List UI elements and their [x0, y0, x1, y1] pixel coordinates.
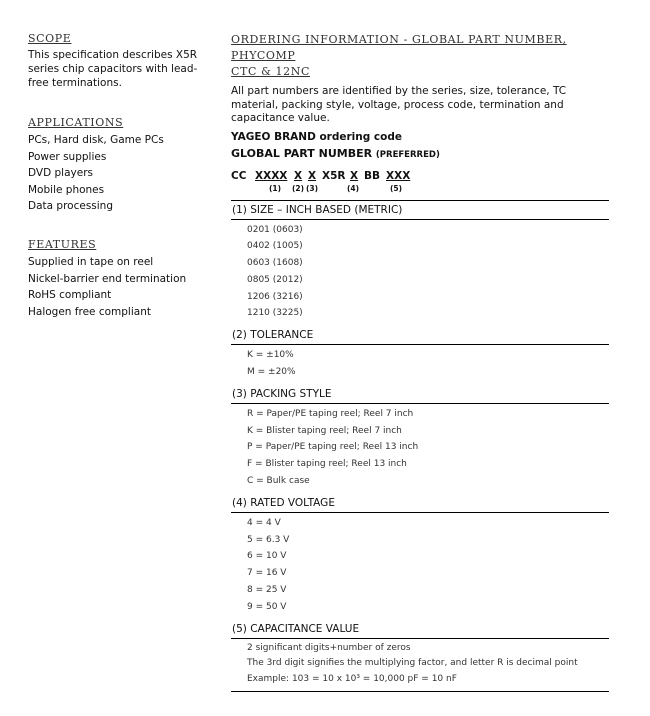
list-item: Nickel-barrier end termination: [28, 272, 187, 285]
features-title: FEATURES: [28, 238, 97, 251]
section-heading: (2) TOLERANCE: [231, 326, 609, 345]
list-item: 1210 (3225): [247, 308, 303, 319]
applications-section: [28, 116, 164, 215]
code-tolerance: X: [294, 169, 303, 182]
code-number: (5): [390, 183, 403, 193]
list-item: 8 = 25 V: [247, 585, 287, 596]
list-item: K = ±10%: [247, 350, 294, 361]
section-heading: (1) SIZE – INCH BASED (METRIC): [231, 201, 609, 220]
list-item: PCs, Hard disk, Game PCs: [28, 134, 164, 146]
list-item: 0402 (1005): [247, 241, 303, 252]
ordering-intro: All part numbers are identified by the series, size, tolerance, TC material, packing style, voltage, process code, termination and capacitance value.: [231, 85, 567, 124]
section-heading: (5) CAPACITANCE VALUE: [231, 620, 609, 639]
list-item: M = ±20%: [247, 367, 296, 378]
scope-section: [28, 32, 208, 90]
ordering-title-line2: CTC & 12NC: [231, 65, 310, 78]
list-item: C = Bulk case: [247, 476, 310, 487]
section-items: [231, 345, 609, 385]
list-item: R = Paper/PE taping reel; Reel 7 inch: [247, 408, 414, 419]
section-heading: (4) RATED VOLTAGE: [231, 494, 609, 513]
list-item: K = Blister taping reel; Reel 7 inch: [247, 425, 402, 436]
part-code-diagram: [231, 170, 609, 200]
packing-style-section: [231, 385, 609, 494]
code-number: (1): [269, 183, 282, 193]
code-prefix: CC: [231, 169, 247, 182]
list-item: 0201 (0603): [247, 224, 303, 235]
list-item: P = Paper/PE taping reel; Reel 13 inch: [247, 442, 419, 453]
applications-title: APPLICATIONS: [28, 116, 124, 129]
ordering-title-line1: ORDERING INFORMATION - GLOBAL PART NUMBER, PHYCOMP: [231, 33, 567, 62]
list-item: 0805 (2012): [247, 274, 303, 285]
list-item: 9 = 50 V: [247, 601, 287, 612]
features-list: [28, 254, 186, 320]
gpn-note: (PREFERRED): [375, 149, 440, 160]
code-number: (2): [292, 183, 305, 193]
size-section: [231, 201, 609, 327]
left-column: [28, 32, 208, 318]
code-size: XXXX: [255, 169, 288, 182]
list-item: The 3rd digit signifies the multiplying factor, and letter R is decimal point: [247, 658, 578, 669]
global-part-number-heading: [231, 145, 609, 164]
code-voltage: X: [350, 169, 359, 182]
section-items: [231, 639, 609, 692]
list-item: Example: 103 = 10 x 10³ = 10,000 pF = 10 nF: [247, 673, 457, 684]
brand-line: YAGEO BRAND ordering code: [231, 130, 402, 143]
code-material: X5R: [322, 169, 346, 182]
section-items: [231, 513, 609, 620]
list-item: Supplied in tape on reel: [28, 256, 154, 268]
list-item: 1206 (3216): [247, 291, 303, 302]
ordering-column: [231, 32, 609, 692]
list-item: F = Blister taping reel; Reel 13 inch: [247, 459, 407, 470]
list-item: 7 = 16 V: [247, 568, 287, 579]
code-number: (3): [306, 183, 319, 193]
code-termination: BB: [364, 169, 381, 182]
list-item: 6 = 10 V: [247, 551, 287, 562]
list-item: DVD players: [28, 167, 93, 179]
capacitance-value-section: [231, 620, 609, 692]
list-item: Mobile phones: [28, 183, 105, 196]
section-items: [231, 220, 609, 327]
list-item: Halogen free compliant: [28, 305, 151, 318]
applications-list: [28, 132, 164, 215]
section-items: [231, 404, 609, 494]
scope-text: This specification describes X5R series chip capacitors with lead-free terminations.: [28, 49, 198, 89]
list-item: RoHS compliant: [28, 289, 112, 301]
list-item: 4 = 4 V: [247, 517, 281, 528]
list-item: Data processing: [28, 200, 113, 212]
divider: [231, 691, 609, 692]
code-packing: X: [308, 169, 317, 182]
list-item: Power supplies: [28, 150, 107, 163]
code-number: (4): [347, 183, 360, 193]
section-heading: (3) PACKING STYLE: [231, 385, 609, 404]
list-item: 0603 (1608): [247, 258, 303, 269]
gpn-label: GLOBAL PART NUMBER: [231, 146, 373, 160]
rated-voltage-section: [231, 494, 609, 620]
features-section: [28, 238, 186, 320]
tolerance-section: [231, 326, 609, 385]
list-item: 5 = 6.3 V: [247, 534, 290, 545]
scope-title: SCOPE: [28, 32, 72, 45]
code-capacitance: XXX: [386, 169, 411, 182]
list-item: 2 significant digits+number of zeros: [247, 642, 411, 653]
